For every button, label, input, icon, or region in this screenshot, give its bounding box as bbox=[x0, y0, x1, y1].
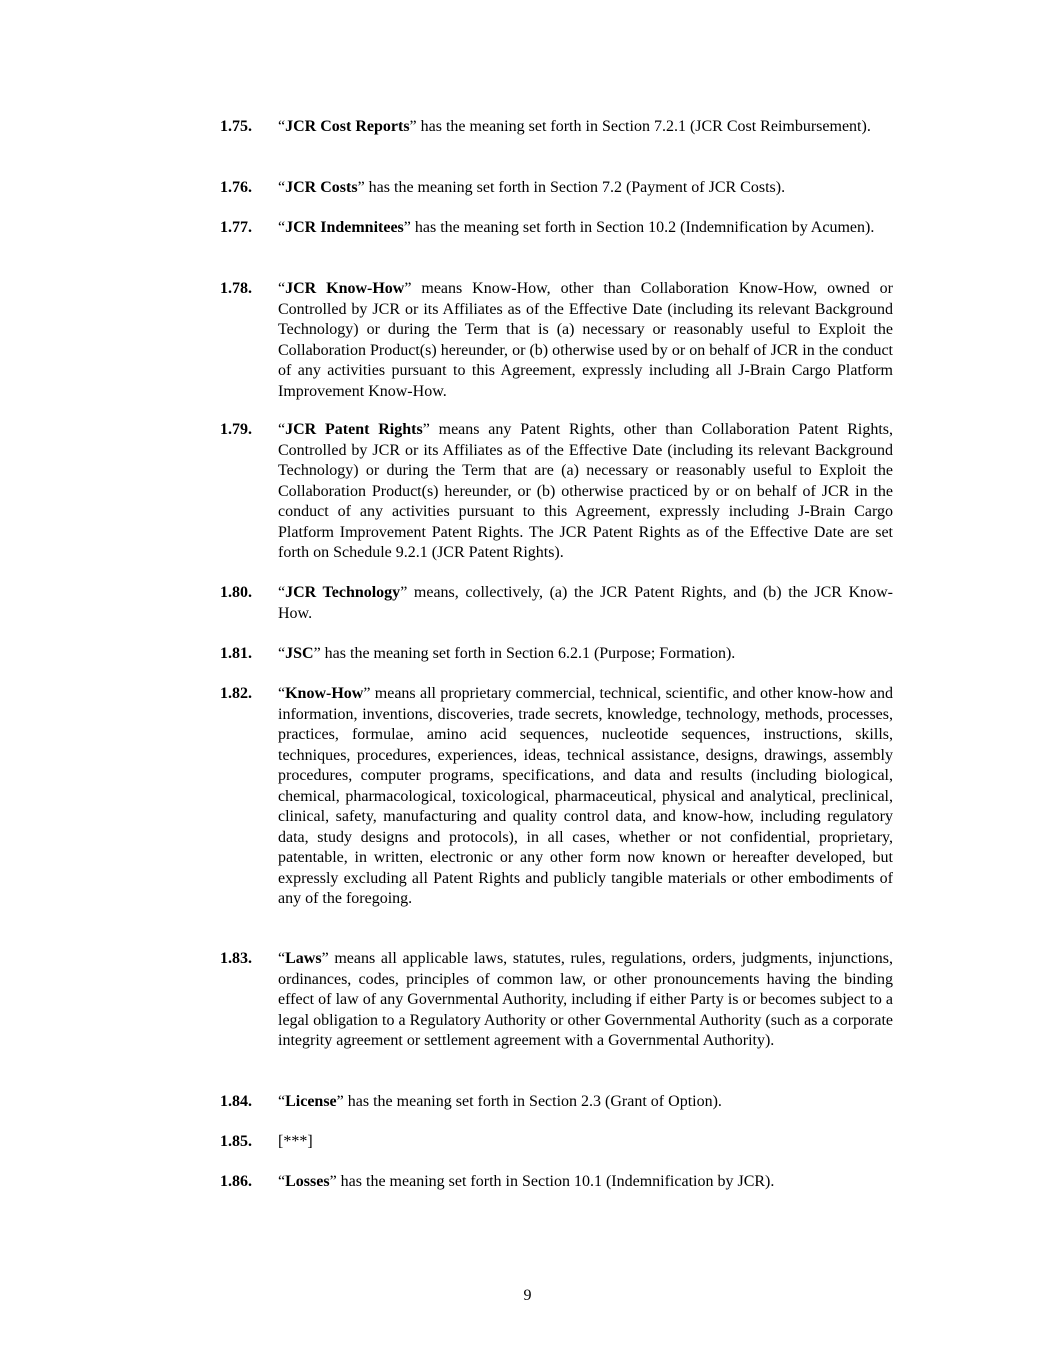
section-number: 1.82. bbox=[220, 685, 252, 702]
definition-1-76 bbox=[220, 178, 893, 199]
definition-1-82 bbox=[220, 684, 893, 910]
definition-1-77 bbox=[220, 218, 893, 239]
definition-1-79 bbox=[220, 420, 893, 564]
section-number: 1.86. bbox=[220, 1173, 252, 1190]
defined-term: JCR Indemnitees bbox=[285, 219, 404, 236]
defined-term: Laws bbox=[285, 950, 322, 967]
definition-1-84 bbox=[220, 1092, 893, 1113]
section-number: 1.84. bbox=[220, 1093, 252, 1110]
definition-1-86 bbox=[220, 1172, 893, 1193]
section-number: 1.75. bbox=[220, 118, 252, 135]
definition-text: “JCR Costs” has the meaning set forth in Section 7.2 (Payment of JCR Costs). bbox=[278, 179, 786, 196]
section-number: 1.85. bbox=[220, 1133, 252, 1150]
section-number: 1.80. bbox=[220, 584, 252, 601]
redacted-text: [***] bbox=[278, 1133, 313, 1150]
section-number: 1.81. bbox=[220, 645, 252, 662]
defined-term: JCR Technology bbox=[285, 584, 401, 601]
defined-term: JSC bbox=[285, 645, 314, 662]
defined-term: JCR Cost Reports bbox=[285, 118, 410, 135]
definition-text: “License” has the meaning set forth in Section 2.3 (Grant of Option). bbox=[278, 1093, 722, 1110]
section-number: 1.83. bbox=[220, 950, 252, 967]
page-number: 9 bbox=[523, 1287, 532, 1304]
section-number: 1.76. bbox=[220, 179, 252, 196]
definition-text: “JCR Technology” means, collectively, (a) the JCR Patent Rights, and (b) the JCR Know-How. bbox=[278, 584, 894, 622]
section-number: 1.77. bbox=[220, 219, 252, 236]
definition-text: “JCR Indemnitees” has the meaning set forth in Section 10.2 (Indemnification by Acumen). bbox=[278, 219, 875, 236]
definition-1-78 bbox=[220, 279, 893, 402]
defined-term: JCR Costs bbox=[285, 179, 358, 196]
defined-term: License bbox=[285, 1093, 337, 1110]
section-number: 1.79. bbox=[220, 421, 252, 438]
definition-text: “JSC” has the meaning set forth in Section 6.2.1 (Purpose; Formation). bbox=[278, 645, 736, 662]
definition-text: “JCR Know-How” means Know-How, other than Collaboration Know-How, owned or Controlled by JCR or its Affiliates as of the Effective Date (including its relevant Background Technology) or during the Term that is (a) necessary or reasonably useful to Exploit the Collaboration Product(s) hereunder, or (b) otherwise used by or on behalf of JCR in the conduct of any activities pursuant to this Agreement, expressly including all J-Brain Cargo Platform Improvement Know-How. bbox=[278, 280, 893, 400]
defined-term: JCR Patent Rights bbox=[285, 421, 423, 438]
definition-1-75 bbox=[220, 117, 893, 138]
defined-term: Losses bbox=[285, 1173, 330, 1190]
definition-1-80 bbox=[220, 583, 893, 624]
defined-term: JCR Know-How bbox=[285, 280, 405, 297]
definition-text: “JCR Patent Rights” means any Patent Rights, other than Collaboration Patent Rights, Controlled by JCR or its Affiliates as of the Effective Date (including its relevant Background Technology) or during the Term that are (a) necessary or reasonably useful to Exploit the Collaboration Product(s) hereunder, or (b) otherwise practiced by or on behalf of JCR in the conduct of any activities pursuant to this Agreement, expressly including J-Brain Cargo Platform Improvement Patent Rights. The JCR Patent Rights as of the Effective Date are set forth on Schedule 9.2.1 (JCR Patent Rights). bbox=[278, 421, 893, 561]
definition-text: “JCR Cost Reports” has the meaning set forth in Section 7.2.1 (JCR Cost Reimbursement). bbox=[278, 118, 871, 135]
section-number: 1.78. bbox=[220, 280, 252, 297]
definition-text: “Laws” means all applicable laws, statutes, rules, regulations, orders, judgments, injunctions, ordinances, codes, principles of common law, or other pronouncements having the binding effect of law of any Governmental Authority, including if either Party is or becomes subject to a legal obligation to a Regulatory Authority or other Governmental Authority (such as a corporate integrity agreement or settlement agreement with a Governmental Authority). bbox=[278, 950, 893, 1049]
defined-term: Know-How bbox=[285, 685, 364, 702]
definition-1-85 bbox=[220, 1132, 893, 1153]
definition-text: “Losses” has the meaning set forth in Section 10.1 (Indemnification by JCR). bbox=[278, 1173, 775, 1190]
definition-1-81 bbox=[220, 644, 893, 665]
definition-text: “Know-How” means all proprietary commercial, technical, scientific, and other know-how and information, inventions, discoveries, trade secrets, knowledge, technology, methods, processes, practices, formulae, amino acid sequences, nucleotide sequences, instructions, skills, techniques, procedures, experiences, ideas, technical assistance, designs, drawings, assembly procedures, computer programs, specifications, and data and results (including biological, chemical, pharmacological, toxicological, pharmaceutical, physical and analytical, preclinical, clinical, safety, manufacturing and quality control data, and know-how, including regulatory data, study designs and protocols), in all cases, whether or not confidential, proprietary, patentable, in written, electronic or any other form now known or hereafter developed, but expressly excluding all Patent Rights and publicly tangible materials or other embodiments of any of the foregoing. bbox=[278, 685, 893, 907]
definition-1-83 bbox=[220, 949, 893, 1052]
